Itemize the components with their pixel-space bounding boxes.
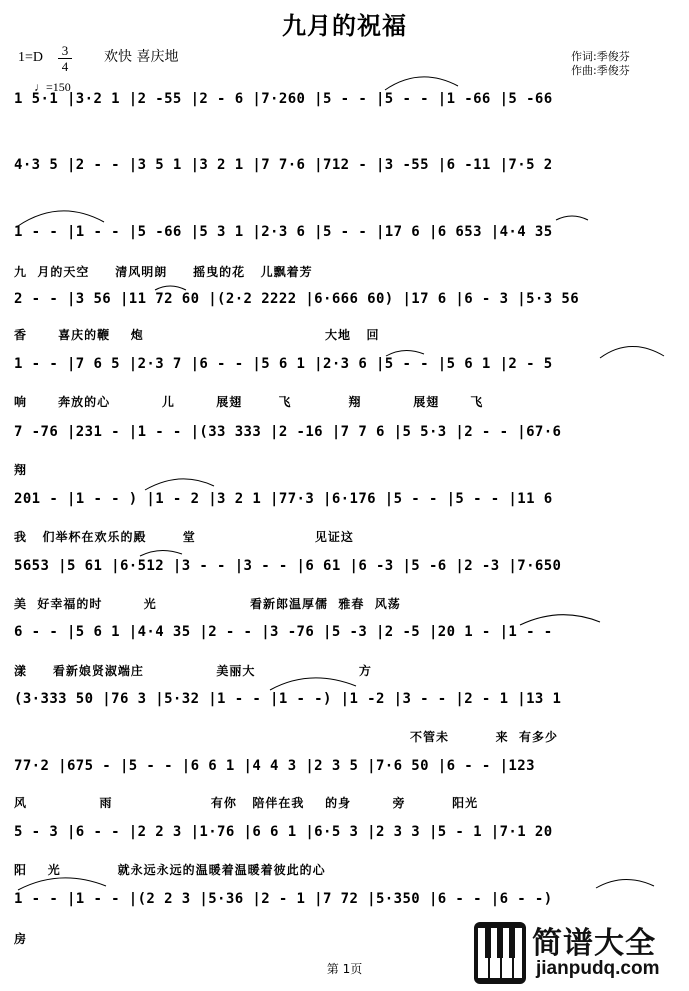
lyric-line-8: 不管未 来 有多少 xyxy=(410,730,558,744)
notation-line-9: 6 - - |5 6 1 |4·4 35 |2 - - |3 -76 |5 -3 |2 -5 |20 1 - |1 - - xyxy=(14,624,553,640)
notation-line-12: 5 - 3 |6 - - |2 2 3 |1·76 |6 6 1 |6·5 3 |2 3 3 |5 - 1 |7·1 20 xyxy=(14,824,553,840)
lyric-line-2: 香 喜庆的鞭 炮 大地 回 xyxy=(14,328,380,342)
notation-line-6: 7 -76 |231 - |1 - - |(33 333 |2 -16 |7 7 6 |5 5·3 |2 - - |67·6 xyxy=(14,424,562,440)
slur-mark xyxy=(386,350,424,356)
lyric-line-7: 漾 看新娘贤淑端庄 美丽大 方 xyxy=(14,664,372,678)
expression-marking: 欢快 喜庆地 xyxy=(104,49,179,65)
piano-keys-icon xyxy=(474,922,526,984)
slur-mark xyxy=(155,286,186,290)
notation-line-8: 5653 |5 61 |6·512 |3 - - |3 - - |6 61 |6 -3 |5 -6 |2 -3 |7·650 xyxy=(14,558,562,574)
lyric-line-11: 房 xyxy=(14,932,28,946)
notation-line-1: 1 5·1 |3·2 1 |2 -55 |2 - 6 |7·260 |5 - - |5 - - |1 -66 |5 -66 xyxy=(14,91,553,107)
lyric-line-9: 风 雨 有你 陪伴在我 的身 旁 阳光 xyxy=(14,796,479,810)
slur-mark xyxy=(596,879,654,888)
page-title: 九月的祝福 xyxy=(282,12,407,40)
time-signature-bottom: 4 xyxy=(61,59,69,74)
lyric-line-5: 我 们举杯在欢乐的殿 堂 见证这 xyxy=(14,530,354,544)
tempo-marking: ♩=150 xyxy=(34,80,71,94)
slur-mark xyxy=(520,615,600,625)
notation-line-4: 2 - - |3 56 |11 72 60 |(2·2 2222 |6·666 60) |17 6 |6 - 3 |5·3 56 xyxy=(14,291,580,307)
key-signature: 1=D xyxy=(18,50,44,65)
page-number: 第 1页 xyxy=(326,962,363,976)
slur-mark xyxy=(140,550,182,556)
slur-mark xyxy=(385,77,458,90)
composer: 作曲:季俊芬 xyxy=(571,64,630,77)
lyric-line-4: 翔 xyxy=(14,463,28,477)
notation-line-3: 1 - - |1 - - |5 -66 |5 3 1 |2·3 6 |5 - - |17 6 |6 653 |4·4 35 xyxy=(14,224,553,240)
slur-mark xyxy=(18,878,106,890)
watermark-logo xyxy=(474,918,686,988)
lyric-line-10: 阳 光 就永远永远的温暖着温暖着彼此的心 xyxy=(14,863,326,877)
slur-mark xyxy=(556,216,588,220)
lyricist: 作词:季俊芬 xyxy=(571,50,630,63)
time-signature-top: 3 xyxy=(58,43,72,59)
notation-line-13: 1 - - |1 - - |(2 2 3 |5·36 |2 - 1 |7 72 |5·350 |6 - - |6 - -) xyxy=(14,891,553,907)
slur-mark xyxy=(145,479,214,490)
notation-line-2: 4·3 5 |2 - - |3 5 1 |3 2 1 |7 7·6 |712 - |3 -55 |6 -11 |7·5 2 xyxy=(14,157,553,173)
slur-mark xyxy=(600,346,664,358)
lyric-line-3: 响 奔放的心 儿 展翅 飞 翔 展翅 飞 xyxy=(14,395,484,409)
notation-line-5: 1 - - |7 6 5 |2·3 7 |6 - - |5 6 1 |2·3 6 |5 - - |5 6 1 |2 - 5 xyxy=(14,356,553,372)
watermark-url: jianpudq.com xyxy=(536,958,660,979)
slur-mark xyxy=(18,211,104,226)
notation-line-7: 201 - |1 - - ) |1 - 2 |3 2 1 |77·3 |6·176 |5 - - |5 - - |11 6 xyxy=(14,491,553,507)
slur-mark xyxy=(270,678,356,690)
watermark-text: 简谱大全 xyxy=(532,926,656,961)
lyric-line-6: 美 好幸福的时 光 看新郎温厚儒 雅春 风荡 xyxy=(14,597,401,611)
lyric-line-1: 九 月的天空 清风明朗 摇曳的花 儿飘着芳 xyxy=(14,265,313,279)
notation-line-10: (3·333 50 |76 3 |5·32 |1 - - |1 - -) |1 -2 |3 - - |2 - 1 |13 1 xyxy=(14,691,562,707)
notation-line-11: 77·2 |675 - |5 - - |6 6 1 |4 4 3 |2 3 5 |7·6 50 |6 - - |123 xyxy=(14,758,535,774)
